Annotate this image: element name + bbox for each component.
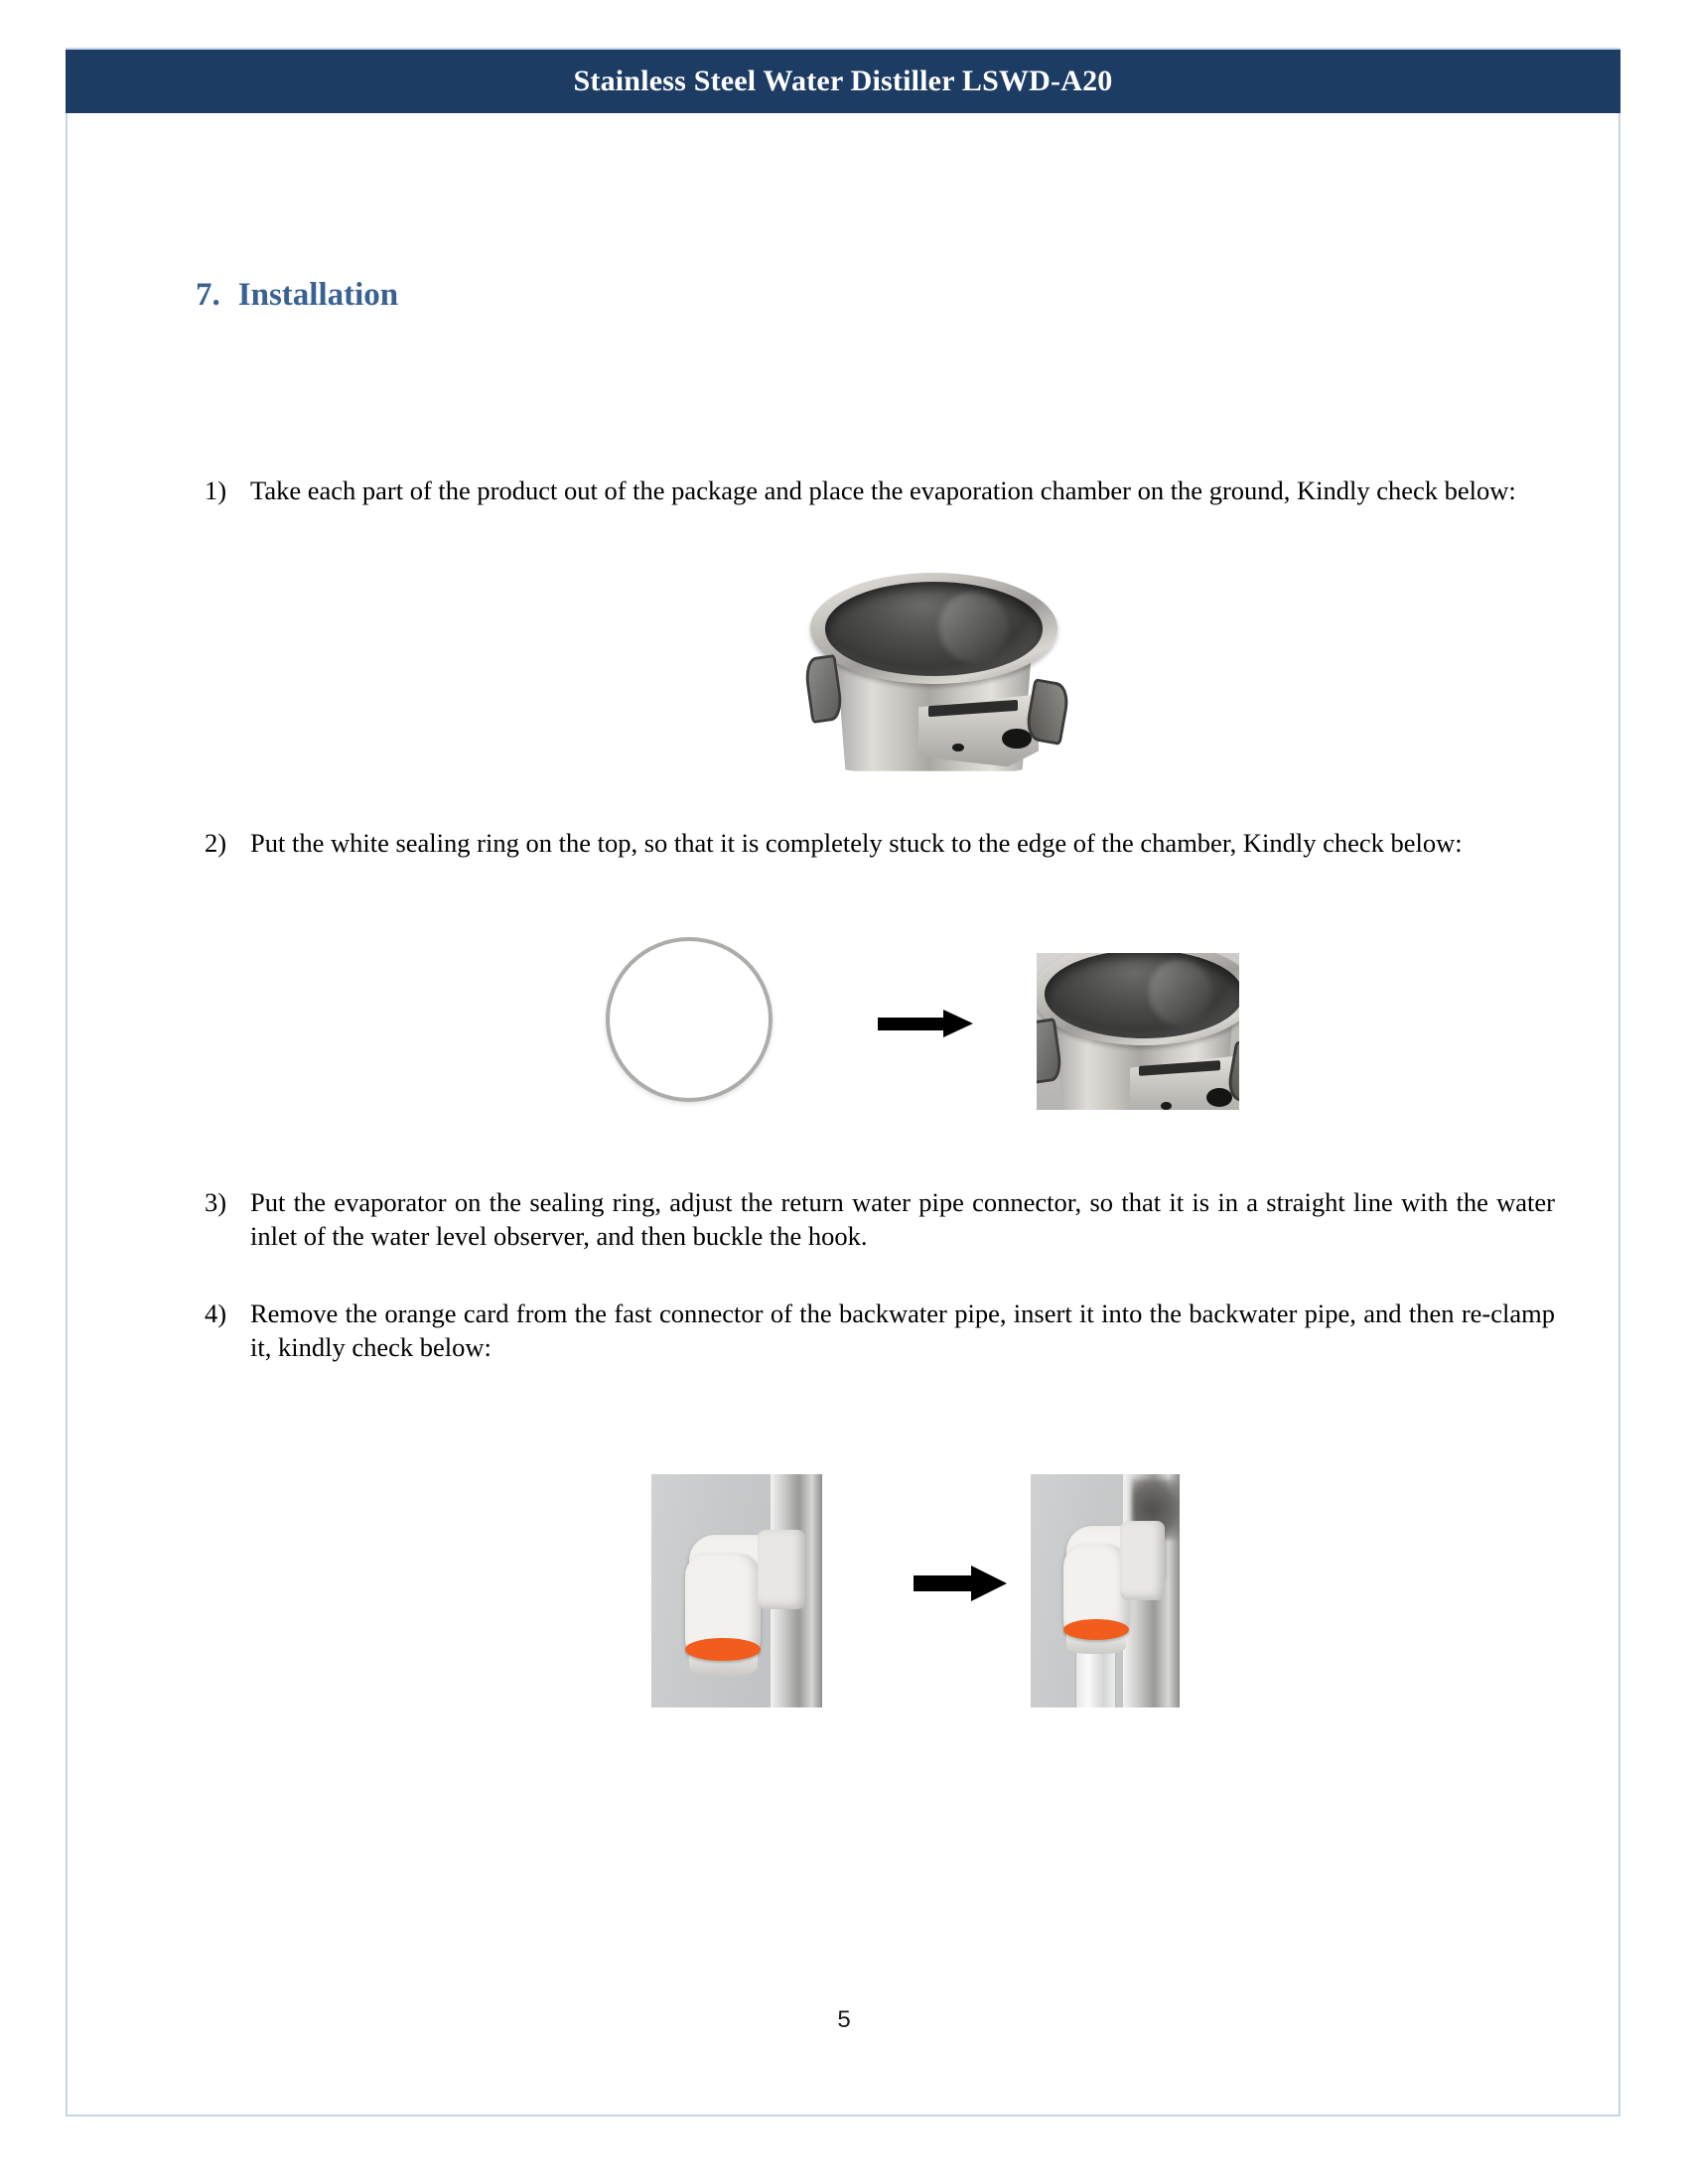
fast-connector-after-photo <box>1031 1474 1180 1707</box>
arrow-head <box>943 1010 973 1037</box>
arrow-shaft <box>914 1575 975 1591</box>
list-marker: 3) <box>205 1187 227 1217</box>
list-marker: 2) <box>205 828 227 858</box>
document-header-banner <box>66 50 1620 113</box>
list-marker: 4) <box>205 1298 227 1328</box>
pot-clamp-right <box>1024 679 1071 747</box>
section-title: Installation <box>237 277 399 313</box>
white-sealing-ring-photo <box>594 929 788 1106</box>
orange-retaining-card <box>1063 1619 1129 1640</box>
pot-sheen <box>1149 959 1211 1025</box>
pot-hole-small <box>1161 1102 1172 1110</box>
list-item <box>205 1297 1555 1365</box>
inserted-backwater-pipe <box>1075 1649 1116 1707</box>
section-heading-installation <box>196 277 398 314</box>
stainless-pot-illustration <box>1037 953 1239 1110</box>
right-arrow-icon <box>878 1007 979 1040</box>
pot-sheen <box>939 592 1008 662</box>
right-arrow-icon <box>914 1564 1009 1603</box>
page-number: 5 <box>837 2006 851 2033</box>
arrow-head <box>971 1566 1007 1601</box>
list-text: Put the white sealing ring on the top, so that it is completely stuck to the edge of the chamber, Kindly check below: <box>250 828 1463 858</box>
document-title: Stainless Steel Water Distiller LSWD-A20 <box>573 65 1113 97</box>
chamber-with-sealing-ring-photo <box>1037 953 1239 1110</box>
connector-nut <box>1120 1521 1165 1600</box>
list-marker: 1) <box>205 476 227 505</box>
connector-nut <box>758 1530 805 1609</box>
pot-interior <box>825 582 1044 676</box>
list-text: Put the evaporator on the sealing ring, adjust the return water pipe connector, so that it is in a straight line with the water inlet of the water level observer, and then buckle the hook. <box>250 1187 1555 1252</box>
section-number: 7. <box>196 277 220 313</box>
document-content <box>66 113 1620 2116</box>
list-text: Take each part of the product out of the package and place the evaporation chamber on the ground, Kindly check below: <box>250 476 1516 505</box>
list-item <box>205 1185 1555 1254</box>
pot-hole-large <box>1206 1088 1232 1107</box>
evaporation-chamber-photo <box>802 562 1065 775</box>
list-item <box>205 474 1555 507</box>
stainless-pot-illustration <box>802 562 1065 775</box>
orange-retaining-card <box>685 1638 761 1662</box>
list-item <box>205 826 1555 860</box>
figure-row-step2 <box>131 927 1686 1126</box>
list-text: Remove the orange card from the fast connector of the backwater pipe, insert it into the backwater pipe, and then re-clamp it, kindly check below: <box>250 1298 1555 1363</box>
fast-connector-before-photo <box>651 1474 822 1707</box>
figure-row-step4 <box>131 1410 1686 1658</box>
arrow-shaft <box>878 1018 947 1030</box>
sealing-ring-shape <box>606 937 773 1102</box>
pot-hole-large <box>1002 729 1031 749</box>
